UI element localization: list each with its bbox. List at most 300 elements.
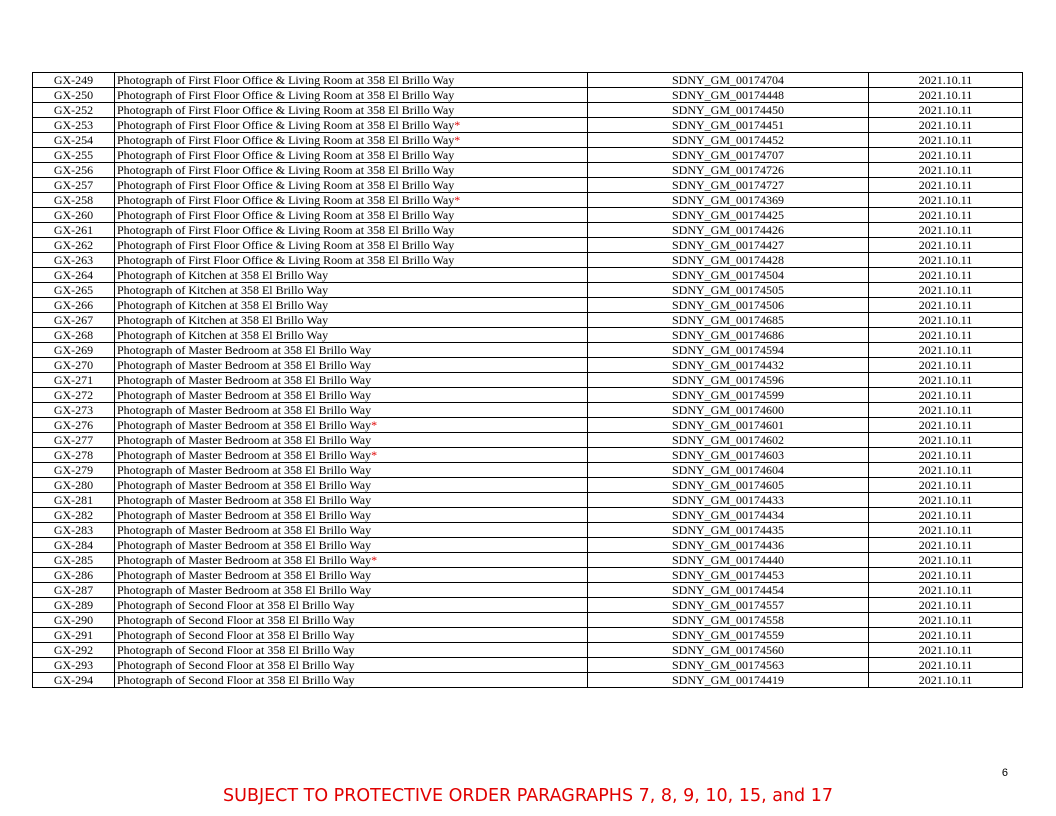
bates-number-cell-text: SDNY_GM_00174727 [671, 178, 784, 192]
date-cell-text: 2021.10.11 [918, 508, 973, 522]
exhibit-description-cell-text: Photograph of Kitchen at 358 El Brillo Way [117, 313, 329, 327]
date-cell-text: 2021.10.11 [918, 553, 973, 567]
bates-number-cell [588, 538, 869, 553]
exhibit-description-cell [115, 598, 588, 613]
exhibit-number-cell [33, 283, 115, 298]
exhibit-number-cell-text: GX-270 [53, 358, 94, 372]
date-cell-text: 2021.10.11 [918, 358, 973, 372]
bates-number-cell [588, 403, 869, 418]
bates-number-cell-text: SDNY_GM_00174453 [671, 568, 784, 582]
exhibit-number-cell-text: GX-277 [53, 433, 94, 447]
exhibit-description-cell [115, 448, 588, 463]
bates-number-cell [588, 418, 869, 433]
date-cell-text: 2021.10.11 [918, 313, 973, 327]
bates-number-cell-text: SDNY_GM_00174448 [671, 88, 784, 102]
bates-number-cell [588, 373, 869, 388]
bates-number-cell [588, 148, 869, 163]
date-cell [869, 463, 1023, 478]
exhibit-description-cell [115, 103, 588, 118]
exhibit-description-cell-text: Photograph of Master Bedroom at 358 El Brillo Way [117, 538, 372, 552]
table-row [33, 148, 1023, 163]
exhibit-description-cell-text: Photograph of Master Bedroom at 358 El Brillo Way [117, 508, 372, 522]
bates-number-cell-text: SDNY_GM_00174604 [671, 463, 784, 477]
exhibit-number-cell [33, 433, 115, 448]
date-cell [869, 73, 1023, 88]
exhibit-number-cell-text: GX-273 [53, 403, 94, 417]
bates-number-cell [588, 223, 869, 238]
table-row [33, 103, 1023, 118]
bates-number-cell-text: SDNY_GM_00174428 [671, 253, 784, 267]
date-cell-text: 2021.10.11 [918, 343, 973, 357]
bates-number-cell-text: SDNY_GM_00174426 [671, 223, 784, 237]
bates-number-cell-text: SDNY_GM_00174450 [671, 103, 784, 117]
exhibit-description-cell [115, 463, 588, 478]
exhibit-description-cell [115, 178, 588, 193]
exhibit-number-cell-text: GX-255 [53, 148, 94, 162]
exhibit-number-cell [33, 598, 115, 613]
date-cell-text: 2021.10.11 [918, 448, 973, 462]
bates-number-cell-text: SDNY_GM_00174602 [671, 433, 784, 447]
exhibit-number-cell [33, 163, 115, 178]
exhibit-number-cell [33, 583, 115, 598]
exhibit-description-cell-text: Photograph of Second Floor at 358 El Brillo Way [117, 613, 355, 627]
date-cell [869, 553, 1023, 568]
bates-number-cell [588, 208, 869, 223]
exhibit-number-cell-text: GX-285 [53, 553, 94, 567]
date-cell [869, 583, 1023, 598]
date-cell-text: 2021.10.11 [918, 658, 973, 672]
exhibit-number-cell-text: GX-289 [53, 598, 94, 612]
exhibit-number-cell-text: GX-293 [53, 658, 94, 672]
exhibit-description-cell [115, 418, 588, 433]
exhibit-number-cell [33, 613, 115, 628]
exhibit-number-cell [33, 208, 115, 223]
exhibit-description-cell-text: Photograph of Master Bedroom at 358 El Brillo Way [117, 373, 372, 387]
exhibit-description-cell [115, 253, 588, 268]
exhibit-description-cell [115, 298, 588, 313]
table-row [33, 283, 1023, 298]
date-cell-text: 2021.10.11 [918, 148, 973, 162]
exhibit-number-cell [33, 148, 115, 163]
bates-number-cell-text: SDNY_GM_00174601 [671, 418, 784, 432]
exhibit-number-cell [33, 328, 115, 343]
date-cell [869, 103, 1023, 118]
exhibit-description-cell [115, 433, 588, 448]
exhibit-number-cell [33, 358, 115, 373]
exhibit-number-cell-text: GX-249 [53, 73, 94, 87]
date-cell-text: 2021.10.11 [918, 163, 973, 177]
exhibit-number-cell-text: GX-250 [53, 88, 94, 102]
exhibit-description-cell-text: Photograph of Master Bedroom at 358 El Brillo Way [117, 433, 372, 447]
table-row [33, 298, 1023, 313]
bates-number-cell [588, 103, 869, 118]
exhibit-number-cell [33, 178, 115, 193]
table-row [33, 118, 1023, 133]
bates-number-cell-text: SDNY_GM_00174605 [671, 478, 784, 492]
asterisk-mark: * [454, 118, 461, 132]
bates-number-cell-text: SDNY_GM_00174506 [671, 298, 784, 312]
bates-number-cell [588, 613, 869, 628]
date-cell [869, 373, 1023, 388]
bates-number-cell-text: SDNY_GM_00174454 [671, 583, 784, 597]
bates-number-cell [588, 298, 869, 313]
exhibit-number-cell-text: GX-262 [53, 238, 94, 252]
exhibit-number-cell [33, 103, 115, 118]
exhibit-description-cell [115, 643, 588, 658]
bates-number-cell-text: SDNY_GM_00174435 [671, 523, 784, 537]
exhibit-number-cell-text: GX-287 [53, 583, 94, 597]
bates-number-cell-text: SDNY_GM_00174504 [671, 268, 784, 282]
bates-number-cell-text: SDNY_GM_00174433 [671, 493, 784, 507]
date-cell [869, 343, 1023, 358]
exhibit-description-cell-text: Photograph of First Floor Office & Living Room at 358 El Brillo Way [117, 163, 455, 177]
bates-number-cell-text: SDNY_GM_00174558 [671, 613, 784, 627]
exhibit-number-cell [33, 538, 115, 553]
date-cell-text: 2021.10.11 [918, 538, 973, 552]
exhibit-description-cell [115, 328, 588, 343]
bates-number-cell [588, 193, 869, 208]
exhibit-description-cell [115, 343, 588, 358]
date-cell [869, 628, 1023, 643]
exhibit-description-cell-text: Photograph of First Floor Office & Living Room at 358 El Brillo Way [117, 73, 455, 87]
date-cell-text: 2021.10.11 [918, 178, 973, 192]
exhibit-number-cell [33, 193, 115, 208]
bates-number-cell-text: SDNY_GM_00174599 [671, 388, 784, 402]
exhibit-number-cell-text: GX-278 [53, 448, 94, 462]
exhibit-description-cell [115, 283, 588, 298]
exhibit-description-cell [115, 673, 588, 688]
date-cell [869, 418, 1023, 433]
bates-number-cell-text: SDNY_GM_00174434 [671, 508, 784, 522]
bates-number-cell [588, 283, 869, 298]
date-cell-text: 2021.10.11 [918, 298, 973, 312]
exhibit-description-cell [115, 208, 588, 223]
exhibit-number-cell [33, 118, 115, 133]
exhibit-number-cell [33, 673, 115, 688]
exhibit-description-cell [115, 238, 588, 253]
exhibit-number-cell [33, 553, 115, 568]
table-row [33, 493, 1023, 508]
table-row [33, 193, 1023, 208]
exhibit-number-cell-text: GX-261 [53, 223, 94, 237]
table-row [33, 508, 1023, 523]
date-cell [869, 313, 1023, 328]
exhibit-number-cell-text: GX-286 [53, 568, 94, 582]
date-cell-text: 2021.10.11 [918, 433, 973, 447]
exhibit-number-cell [33, 448, 115, 463]
exhibit-number-cell [33, 298, 115, 313]
date-cell [869, 388, 1023, 403]
date-cell [869, 163, 1023, 178]
table-row [33, 178, 1023, 193]
table-row [33, 598, 1023, 613]
bates-number-cell [588, 523, 869, 538]
bates-number-cell-text: SDNY_GM_00174596 [671, 373, 784, 387]
date-cell [869, 223, 1023, 238]
date-cell [869, 358, 1023, 373]
table-row [33, 583, 1023, 598]
exhibit-description-cell-text: Photograph of First Floor Office & Living Room at 358 El Brillo Way [117, 88, 455, 102]
table-row [33, 538, 1023, 553]
exhibit-description-cell-text: Photograph of Master Bedroom at 358 El Brillo Way [117, 418, 372, 432]
exhibit-number-cell [33, 388, 115, 403]
table-row [33, 523, 1023, 538]
exhibit-description-cell-text: Photograph of Master Bedroom at 358 El Brillo Way [117, 448, 372, 462]
exhibit-number-cell [33, 523, 115, 538]
table-row [33, 628, 1023, 643]
exhibit-number-cell-text: GX-290 [53, 613, 94, 627]
exhibit-description-cell-text: Photograph of First Floor Office & Living Room at 358 El Brillo Way [117, 208, 455, 222]
bates-number-cell [588, 433, 869, 448]
table-row [33, 448, 1023, 463]
exhibit-number-cell [33, 88, 115, 103]
exhibit-description-cell [115, 493, 588, 508]
exhibit-number-cell [33, 133, 115, 148]
exhibit-number-cell-text: GX-269 [53, 343, 94, 357]
exhibit-number-cell-text: GX-253 [53, 118, 94, 132]
bates-number-cell-text: SDNY_GM_00174436 [671, 538, 784, 552]
exhibit-number-cell-text: GX-252 [53, 103, 94, 117]
table-row [33, 268, 1023, 283]
date-cell-text: 2021.10.11 [918, 583, 973, 597]
exhibit-description-cell-text: Photograph of Kitchen at 358 El Brillo Way [117, 268, 329, 282]
bates-number-cell [588, 388, 869, 403]
exhibit-description-cell [115, 478, 588, 493]
exhibit-description-cell-text: Photograph of First Floor Office & Living Room at 358 El Brillo Way [117, 223, 455, 237]
date-cell [869, 658, 1023, 673]
date-cell-text: 2021.10.11 [918, 73, 973, 87]
bates-number-cell-text: SDNY_GM_00174603 [671, 448, 784, 462]
exhibit-description-cell [115, 568, 588, 583]
table-row [33, 568, 1023, 583]
exhibit-description-cell-text: Photograph of Master Bedroom at 358 El Brillo Way [117, 553, 372, 567]
exhibit-description-cell [115, 553, 588, 568]
date-cell [869, 238, 1023, 253]
bates-number-cell [588, 658, 869, 673]
bates-number-cell [588, 598, 869, 613]
bates-number-cell [588, 88, 869, 103]
exhibit-number-cell [33, 658, 115, 673]
exhibit-number-cell-text: GX-265 [53, 283, 94, 297]
bates-number-cell [588, 673, 869, 688]
date-cell-text: 2021.10.11 [918, 418, 973, 432]
date-cell-text: 2021.10.11 [918, 283, 973, 297]
bates-number-cell-text: SDNY_GM_00174425 [671, 208, 784, 222]
bates-number-cell-text: SDNY_GM_00174707 [671, 148, 784, 162]
bates-number-cell-text: SDNY_GM_00174559 [671, 628, 784, 642]
date-cell-text: 2021.10.11 [918, 88, 973, 102]
exhibit-description-cell [115, 148, 588, 163]
exhibit-description-cell [115, 358, 588, 373]
exhibit-number-cell [33, 403, 115, 418]
exhibit-description-cell-text: Photograph of Kitchen at 358 El Brillo Way [117, 283, 329, 297]
date-cell-text: 2021.10.11 [918, 208, 973, 222]
bates-number-cell [588, 343, 869, 358]
exhibit-description-cell-text: Photograph of First Floor Office & Living Room at 358 El Brillo Way [117, 103, 455, 117]
exhibit-number-cell [33, 628, 115, 643]
date-cell-text: 2021.10.11 [918, 268, 973, 282]
bates-number-cell [588, 133, 869, 148]
asterisk-mark: * [371, 418, 378, 432]
bates-number-cell-text: SDNY_GM_00174686 [671, 328, 784, 342]
exhibit-number-cell-text: GX-284 [53, 538, 94, 552]
date-cell-text: 2021.10.11 [918, 598, 973, 612]
date-cell [869, 448, 1023, 463]
exhibit-number-cell-text: GX-258 [53, 193, 94, 207]
exhibit-description-cell-text: Photograph of First Floor Office & Living Room at 358 El Brillo Way [117, 238, 455, 252]
exhibit-description-cell [115, 73, 588, 88]
bates-number-cell-text: SDNY_GM_00174427 [671, 238, 784, 252]
exhibit-number-cell [33, 493, 115, 508]
bates-number-cell [588, 238, 869, 253]
exhibit-number-cell-text: GX-267 [53, 313, 94, 327]
date-cell [869, 208, 1023, 223]
exhibit-table-body [33, 73, 1023, 688]
date-cell-text: 2021.10.11 [918, 643, 973, 657]
exhibit-description-cell [115, 223, 588, 238]
bates-number-cell-text: SDNY_GM_00174452 [671, 133, 784, 147]
date-cell [869, 598, 1023, 613]
exhibit-description-cell [115, 538, 588, 553]
exhibit-number-cell-text: GX-276 [53, 418, 94, 432]
bates-number-cell-text: SDNY_GM_00174419 [671, 673, 784, 687]
exhibit-number-cell-text: GX-257 [53, 178, 94, 192]
table-row [33, 463, 1023, 478]
date-cell [869, 523, 1023, 538]
exhibit-description-cell-text: Photograph of First Floor Office & Living Room at 358 El Brillo Way [117, 118, 455, 132]
bates-number-cell-text: SDNY_GM_00174704 [671, 73, 784, 87]
date-cell-text: 2021.10.11 [918, 193, 973, 207]
date-cell [869, 178, 1023, 193]
exhibit-description-cell-text: Photograph of Second Floor at 358 El Brillo Way [117, 673, 355, 687]
exhibit-description-cell-text: Photograph of Master Bedroom at 358 El Brillo Way [117, 478, 372, 492]
exhibit-number-cell-text: GX-263 [53, 253, 94, 267]
exhibit-description-cell [115, 628, 588, 643]
exhibit-number-cell [33, 508, 115, 523]
bates-number-cell [588, 163, 869, 178]
date-cell [869, 133, 1023, 148]
exhibit-number-cell [33, 568, 115, 583]
bates-number-cell [588, 448, 869, 463]
date-cell-text: 2021.10.11 [918, 493, 973, 507]
table-row [33, 133, 1023, 148]
date-cell-text: 2021.10.11 [918, 118, 973, 132]
bates-number-cell [588, 73, 869, 88]
date-cell-text: 2021.10.11 [918, 133, 973, 147]
exhibit-description-cell [115, 373, 588, 388]
date-cell-text: 2021.10.11 [918, 328, 973, 342]
exhibit-number-cell [33, 373, 115, 388]
exhibit-table [32, 72, 1023, 688]
exhibit-description-cell-text: Photograph of First Floor Office & Living Room at 358 El Brillo Way [117, 148, 455, 162]
exhibit-description-cell-text: Photograph of Second Floor at 358 El Brillo Way [117, 643, 355, 657]
bates-number-cell [588, 643, 869, 658]
bates-number-cell [588, 268, 869, 283]
date-cell-text: 2021.10.11 [918, 103, 973, 117]
exhibit-description-cell-text: Photograph of Second Floor at 358 El Brillo Way [117, 658, 355, 672]
exhibit-description-cell [115, 268, 588, 283]
exhibit-description-cell-text: Photograph of Second Floor at 358 El Brillo Way [117, 628, 355, 642]
asterisk-mark: * [454, 133, 461, 147]
exhibit-number-cell-text: GX-280 [53, 478, 94, 492]
table-row [33, 433, 1023, 448]
exhibit-description-cell [115, 613, 588, 628]
exhibit-number-cell-text: GX-291 [53, 628, 94, 642]
table-row [33, 163, 1023, 178]
table-row [33, 343, 1023, 358]
exhibit-number-cell-text: GX-283 [53, 523, 94, 537]
exhibit-number-cell-text: GX-271 [53, 373, 94, 387]
exhibit-description-cell-text: Photograph of First Floor Office & Living Room at 358 El Brillo Way [117, 193, 455, 207]
exhibit-number-cell-text: GX-256 [53, 163, 94, 177]
exhibit-description-cell-text: Photograph of Master Bedroom at 358 El Brillo Way [117, 343, 372, 357]
date-cell [869, 88, 1023, 103]
exhibit-number-cell [33, 238, 115, 253]
exhibit-number-cell [33, 478, 115, 493]
date-cell-text: 2021.10.11 [918, 613, 973, 627]
exhibit-description-cell-text: Photograph of Kitchen at 358 El Brillo Way [117, 328, 329, 342]
date-cell-text: 2021.10.11 [918, 388, 973, 402]
bates-number-cell-text: SDNY_GM_00174557 [671, 598, 784, 612]
table-row [33, 313, 1023, 328]
bates-number-cell-text: SDNY_GM_00174726 [671, 163, 784, 177]
exhibit-description-cell [115, 403, 588, 418]
table-row [33, 418, 1023, 433]
bates-number-cell [588, 553, 869, 568]
bates-number-cell [588, 253, 869, 268]
table-row [33, 373, 1023, 388]
table-row [33, 88, 1023, 103]
asterisk-mark: * [454, 193, 461, 207]
bates-number-cell [588, 118, 869, 133]
table-row [33, 208, 1023, 223]
date-cell [869, 193, 1023, 208]
exhibit-description-cell [115, 508, 588, 523]
exhibit-description-cell-text: Photograph of Master Bedroom at 358 El Brillo Way [117, 388, 372, 402]
exhibit-description-cell [115, 118, 588, 133]
table-row [33, 643, 1023, 658]
exhibit-description-cell-text: Photograph of Master Bedroom at 358 El Brillo Way [117, 463, 372, 477]
asterisk-mark: * [371, 448, 378, 462]
bates-number-cell [588, 358, 869, 373]
exhibit-description-cell-text: Photograph of Kitchen at 358 El Brillo Way [117, 298, 329, 312]
date-cell [869, 268, 1023, 283]
date-cell [869, 613, 1023, 628]
bates-number-cell-text: SDNY_GM_00174432 [671, 358, 784, 372]
bates-number-cell [588, 508, 869, 523]
table-row [33, 478, 1023, 493]
date-cell-text: 2021.10.11 [918, 403, 973, 417]
exhibit-number-cell-text: GX-282 [53, 508, 94, 522]
date-cell [869, 643, 1023, 658]
date-cell-text: 2021.10.11 [918, 523, 973, 537]
exhibit-number-cell-text: GX-281 [53, 493, 94, 507]
exhibit-number-cell-text: GX-266 [53, 298, 94, 312]
bates-number-cell [588, 178, 869, 193]
bates-number-cell [588, 568, 869, 583]
exhibit-number-cell-text: GX-279 [53, 463, 94, 477]
date-cell-text: 2021.10.11 [918, 373, 973, 387]
table-row [33, 328, 1023, 343]
table-row [33, 658, 1023, 673]
exhibit-description-cell [115, 88, 588, 103]
exhibit-description-cell [115, 313, 588, 328]
exhibit-number-cell [33, 643, 115, 658]
bates-number-cell-text: SDNY_GM_00174369 [671, 193, 784, 207]
table-row [33, 223, 1023, 238]
table-row [33, 73, 1023, 88]
date-cell-text: 2021.10.11 [918, 463, 973, 477]
